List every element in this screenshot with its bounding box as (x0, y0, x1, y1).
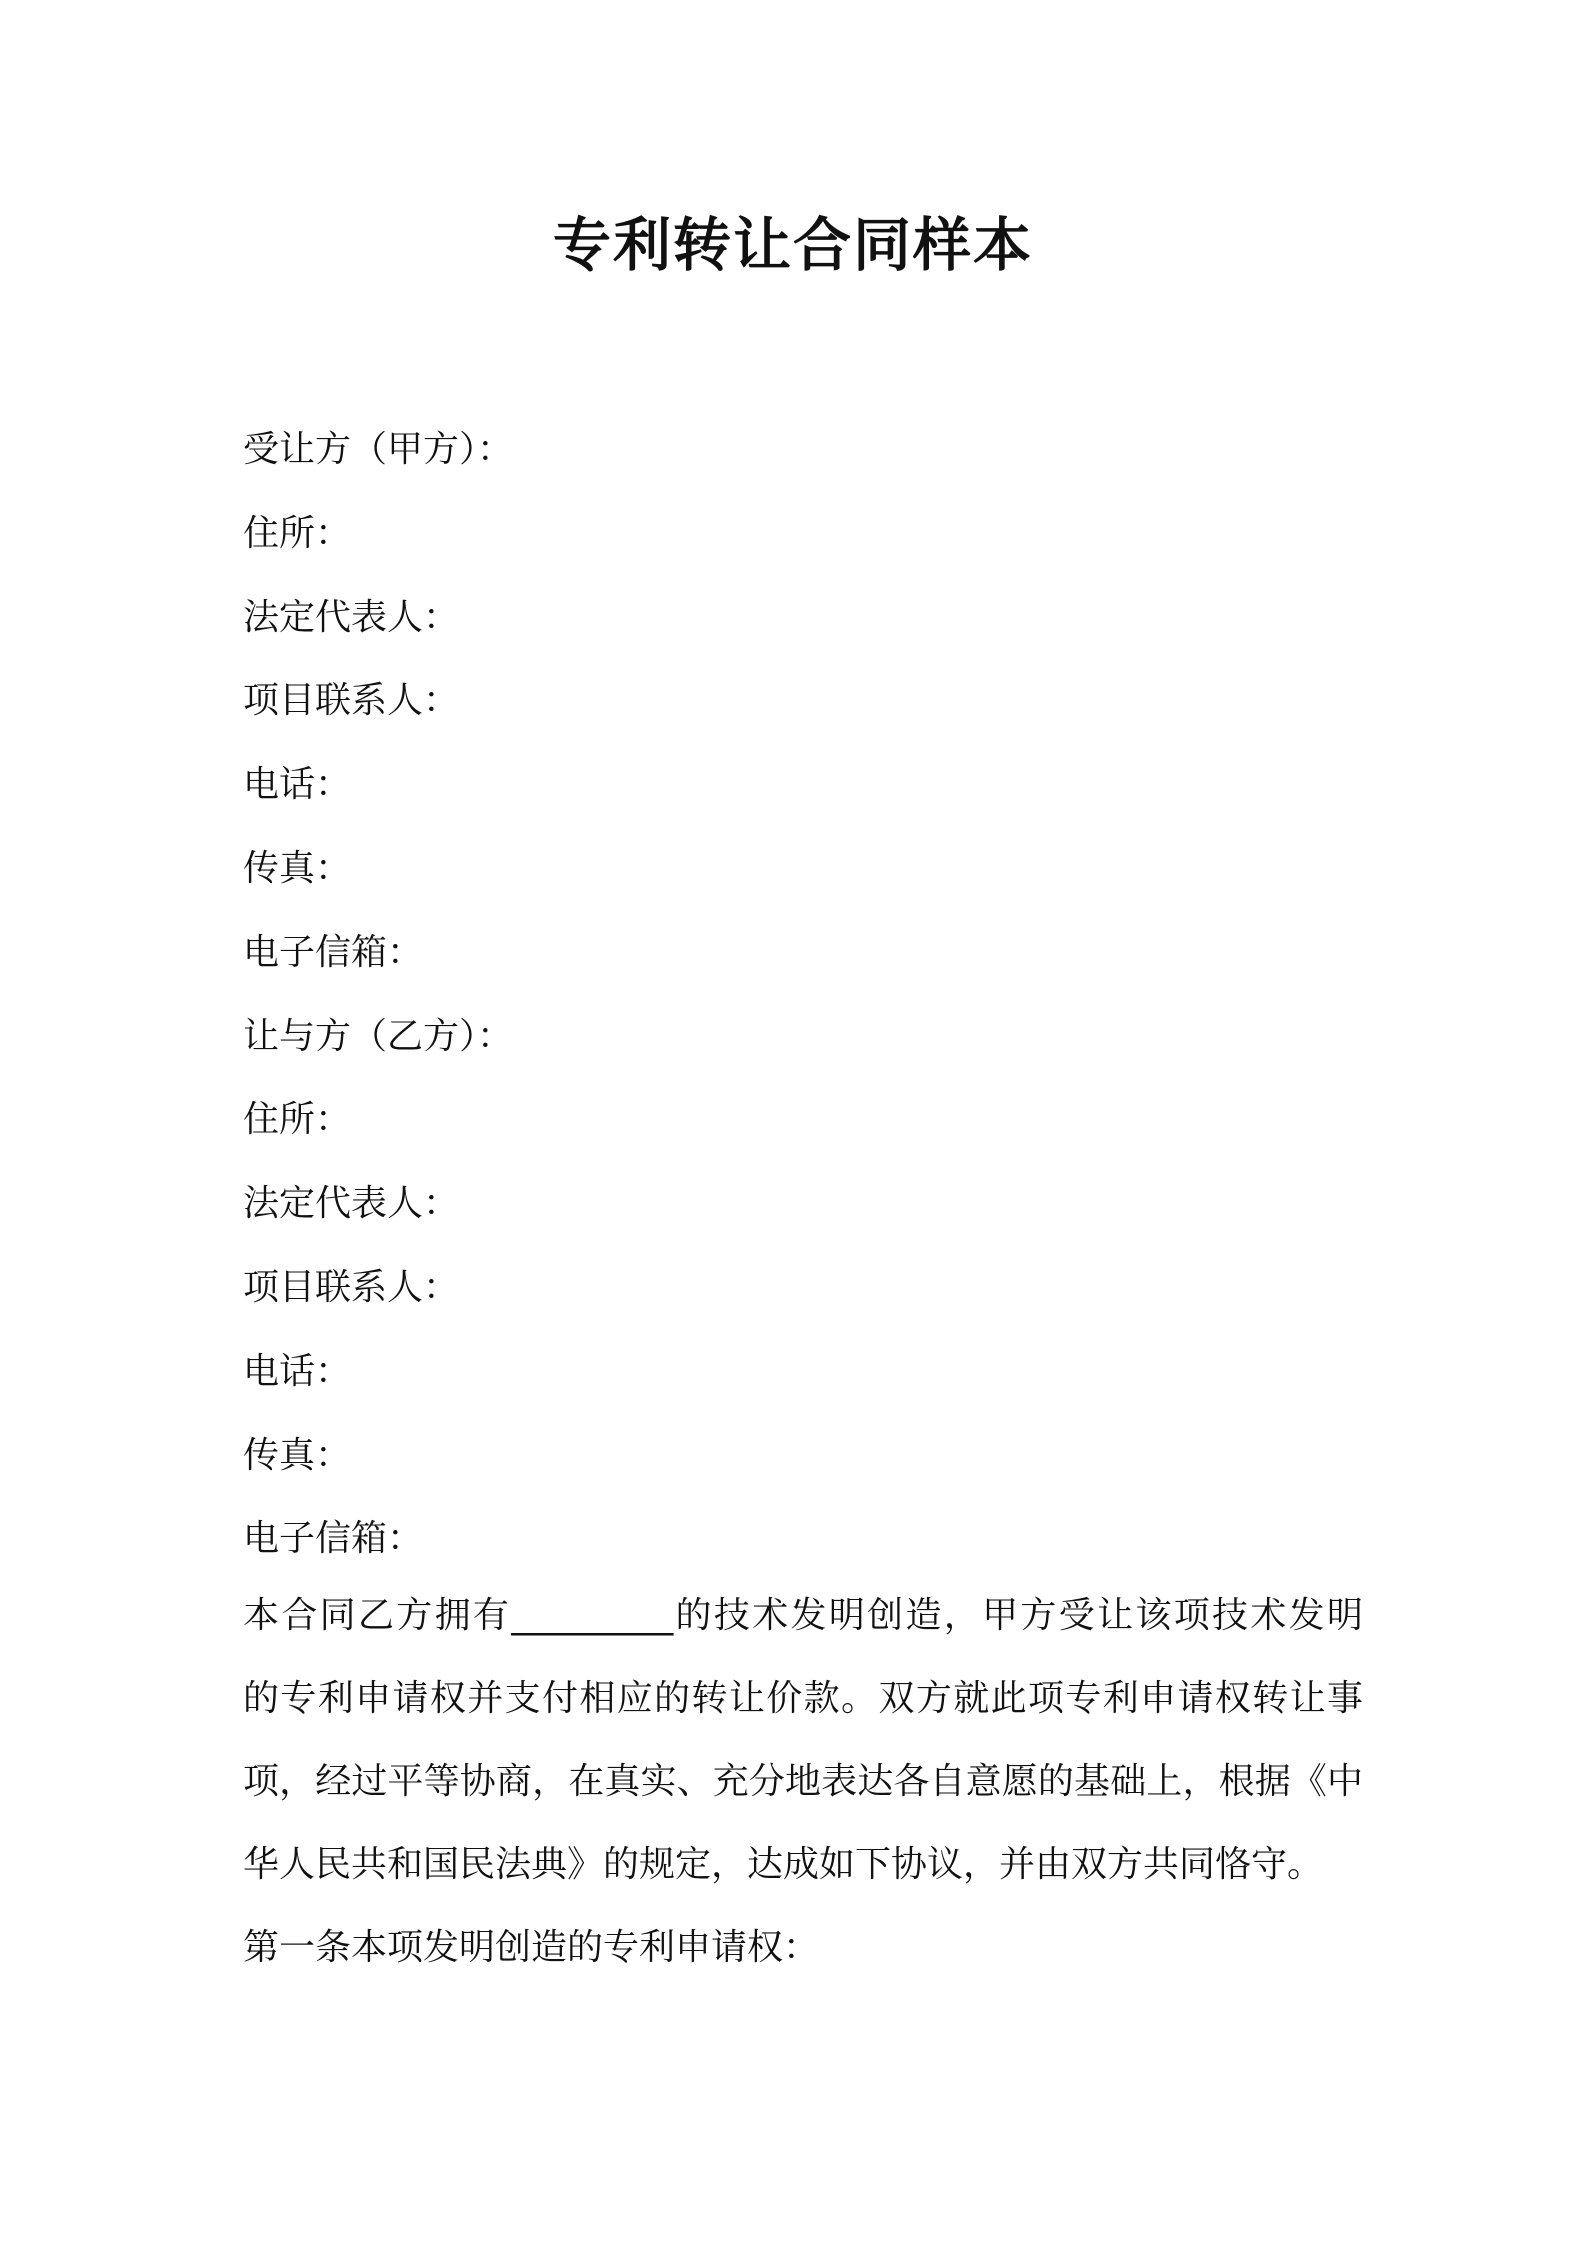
party-a-legal-rep: 法定代表人： (243, 596, 460, 638)
intro-line: 的专利申请权并支付相应的转让价款。双方就此项专利申请权转让事 (243, 1678, 1363, 1719)
party-b-heading: 让与方（乙方）： (243, 1015, 514, 1057)
intro-line: 项，经过平等协商，在真实、充分地表达各自意愿的基础上，根据《中 (243, 1761, 1363, 1802)
party-a-contact: 项目联系人： (243, 680, 460, 722)
party-a-email: 电子信箱： (243, 931, 424, 973)
party-b-fax: 传真： (243, 1434, 352, 1476)
intro-line: 本合同乙方拥有_________的技术发明创造，甲方受让该项技术发明 (243, 1595, 1363, 1636)
article-1-heading: 第一条本项发明创造的专利申请权： (243, 1927, 820, 1968)
party-a-fax: 传真： (243, 847, 352, 889)
intro-paragraph (243, 1574, 1363, 1906)
party-a-address: 住所： (243, 512, 352, 554)
party-b-legal-rep: 法定代表人： (243, 1183, 460, 1225)
document-title: 专利转让合同样本 (552, 211, 1033, 279)
intro-line: 华人民共和国民法典》的规定，达成如下协议，并由双方共同恪守。 (243, 1844, 1324, 1885)
party-fields (243, 408, 1363, 1581)
party-b-phone: 电话： (243, 1350, 352, 1392)
party-b-email: 电子信箱： (243, 1518, 424, 1560)
party-b-contact: 项目联系人： (243, 1266, 460, 1308)
party-a-phone: 电话： (243, 764, 352, 806)
party-b-address: 住所： (243, 1099, 352, 1141)
party-a-heading: 受让方（甲方）： (243, 429, 514, 470)
